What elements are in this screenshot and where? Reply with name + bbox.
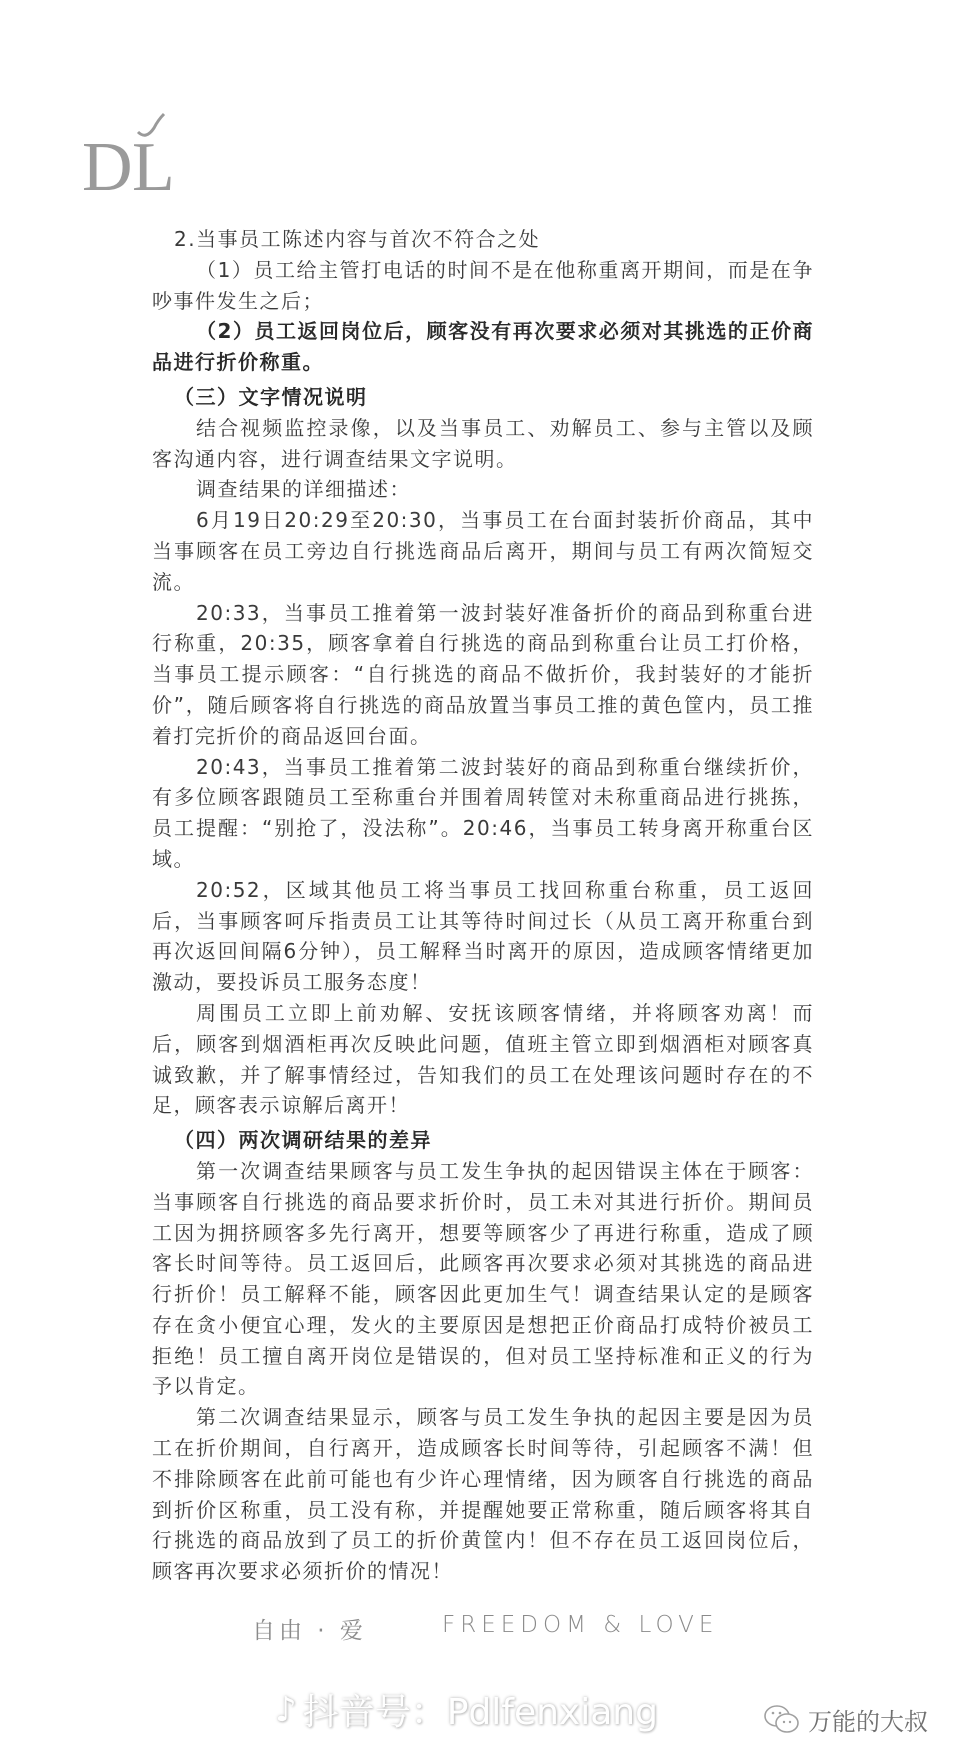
wechat-account-text: 万能的大叔	[808, 1708, 928, 1736]
slogan-chinese: 自由 · 爱	[252, 1618, 367, 1644]
section-heading-4: （四）两次调研结果的差异	[174, 1128, 432, 1153]
wechat-icon	[762, 1703, 802, 1737]
document-body	[152, 224, 814, 1587]
svg-text:D: D	[82, 129, 133, 198]
paragraph: 周围员工立即上前劝解、安抚该顾客情绪，并将顾客劝离！而后，顾客到烟酒柜再次反映此问题，值班主管立即到烟酒柜对顾客真诚致歉，并了解事情经过，告知我们的员工在处理该问题时存在的不足，顾客表示谅解后离开！	[152, 1000, 814, 1118]
paragraph: 第一次调查结果顾客与员工发生争执的起因错误主体在于顾客：当事顾客自行挑选的商品要求折价时，员工未对其进行折价。期间员工因为拥挤顾客多先行离开，想要等顾客少了再进行称重，造成了顾客长时间等待。员工返回后，此顾客再次要求必须对其挑选的商品进行折价！员工解释不能，顾客因此更加生气！调查结果认定的是顾客存在贪小便宜心理，发火的主要原因是想把正价商品打成特价被员工拒绝！员工擅自离开岗位是错误的，但对员工坚持标准和正义的行为予以肯定。	[152, 1158, 814, 1399]
paragraph: 20:43，当事员工推着第二波封装好的商品到称重台继续折价，有多位顾客跟随员工至称重台并围着周转筐对未称重商品进行挑拣，员工提醒：“别抢了，没法称”。20:46，当事员工转身离开称重台区域。	[152, 754, 814, 871]
paragraph: （1）员工给主管打电话的时间不是在他称重离开期间，而是在争吵事件发生之后；	[152, 257, 814, 313]
paragraph: 调查结果的详细描述：	[196, 477, 411, 502]
paragraph: 结合视频监控录像，以及当事员工、劝解员工、参与主管以及顾客沟通内容，进行调查结果文字说明。	[152, 415, 814, 471]
slogan-english: FREEDOM & LOVE	[442, 1612, 719, 1638]
paragraph-bold: （2）员工返回岗位后，顾客没有再次要求必须对其挑选的正价商品进行折价称重。	[152, 319, 814, 375]
paragraph: 6月19日20:29至20:30，当事员工在台面封装折价商品，其中当事顾客在员工旁边自行挑选商品后离开，期间与员工有两次简短交流。	[152, 508, 814, 594]
douyin-note-icon: ♪	[275, 1689, 297, 1730]
wechat-watermark	[762, 1702, 928, 1737]
dl-logo-icon	[80, 108, 190, 198]
subheading-discrepancies: 2.当事员工陈述内容与首次不符合之处	[174, 227, 541, 251]
dl-logo	[80, 108, 190, 198]
svg-text:L: L	[132, 129, 175, 198]
douyin-account-text: 抖音号：Pdlfenxiang	[302, 1692, 658, 1733]
section-heading-3: （三）文字情况说明	[174, 384, 368, 409]
paragraph: 第二次调查结果显示，顾客与员工发生争执的起因主要是因为员工在折价期间，自行离开，造成顾客长时间等待，引起顾客不满！但不排除顾客在此前可能也有少许心理情绪，因为顾客自行挑选的商品到折价区称重，员工没有称，并提醒她要正常称重，随后顾客将其自行挑选的商品放到了员工的折价黄筐内！但不存在员工返回岗位后，顾客再次要求必须折价的情况！	[152, 1405, 814, 1584]
douyin-watermark	[275, 1684, 658, 1735]
paragraph: 20:33，当事员工推着第一波封装好准备折价的商品到称重台进行称重，20:35，顾客拿着自行挑选的商品到称重台让员工打价格，当事员工提示顾客：“自行挑选的商品不做折价，我封装好的才能折价”，随后顾客将自行挑选的商品放置当事员工推的黄色筐内，员工推着打完折价的商品返回台面。	[152, 600, 814, 748]
paragraph: 20:52，区域其他员工将当事员工找回称重台称重，员工返回后，当事顾客呵斥指责员工让其等待时间过长（从员工离开称重台到再次返回间隔6分钟），员工解释当时离开的原因，造成顾客情绪更加激动，要投诉员工服务态度！	[152, 877, 814, 995]
